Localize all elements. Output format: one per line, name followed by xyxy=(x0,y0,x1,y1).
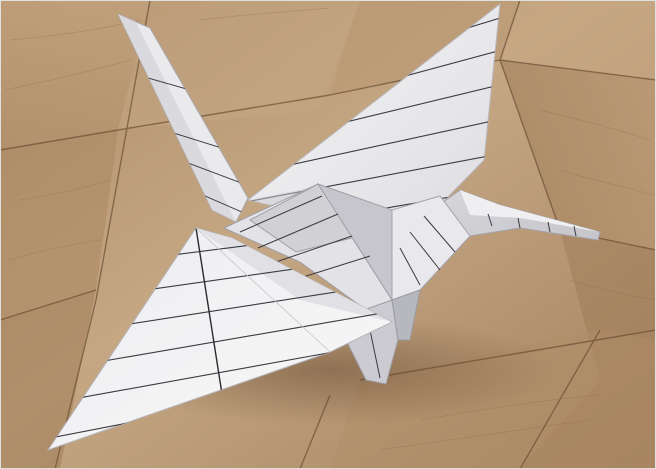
photo-origami-crane xyxy=(0,0,656,469)
